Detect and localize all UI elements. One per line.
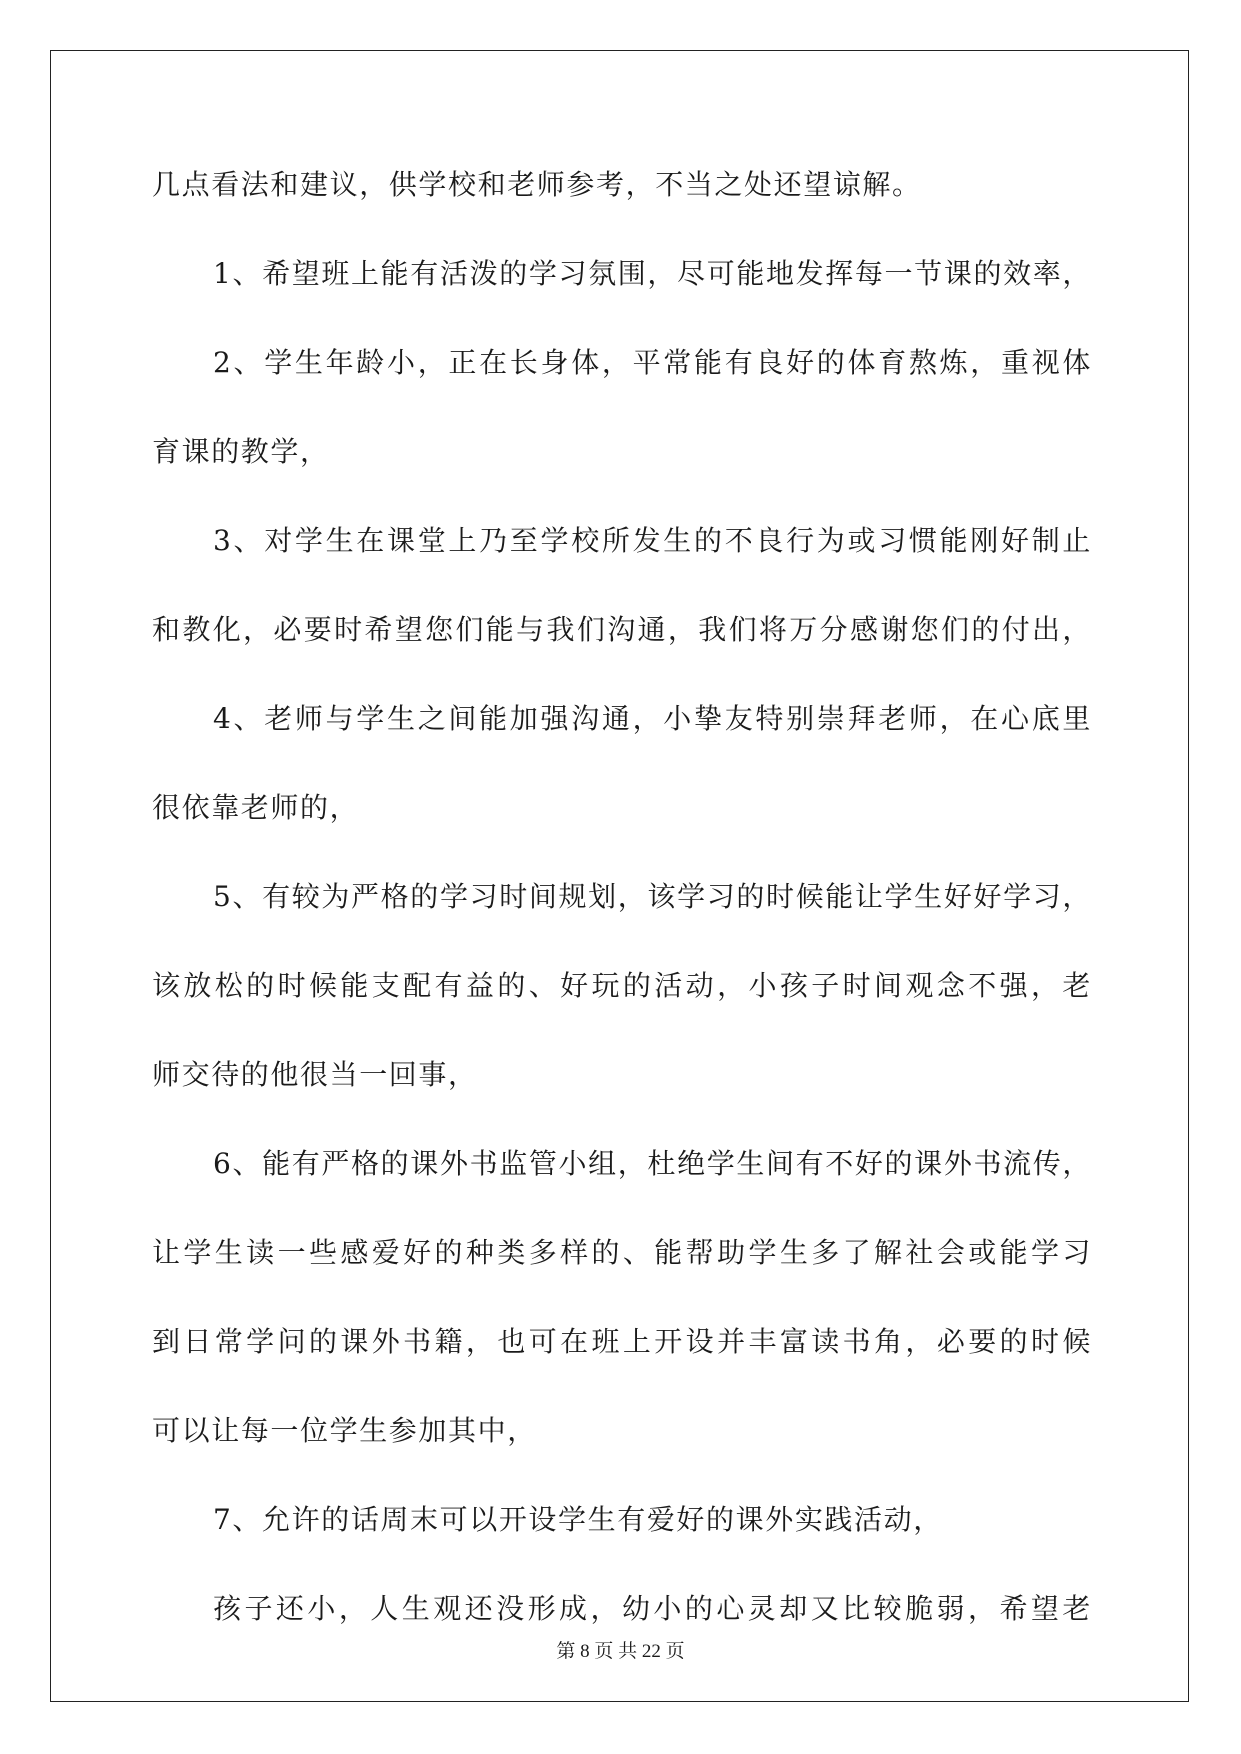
list-item-2-line: 2、学生年龄小，正在长身体，平常能有良好的体育熬炼，重视体 — [213, 346, 1092, 379]
list-item-3-line: 3、对学生在课堂上乃至学校所发生的不良行为或习惯能刚好制止 — [213, 524, 1092, 557]
list-item-6-continuation: 可以让每一位学生参加其中， — [152, 1414, 537, 1447]
list-item-2-continuation: 育课的教学， — [152, 435, 330, 468]
list-item-6-line: 6、能有严格的课外书监管小组，杜绝学生间有不好的课外书流传， — [213, 1147, 1092, 1180]
list-item-7-line: 7、允许的话周末可以开设学生有爱好的课外实践活动， — [213, 1503, 943, 1536]
list-item-3-continuation: 和教化，必要时希望您们能与我们沟通，我们将万分感谢您们的付出， — [152, 613, 1092, 646]
list-item-6-continuation: 让学生读一些感爱好的种类多样的、能帮助学生多了解社会或能学习 — [152, 1236, 1092, 1269]
closing-paragraph-line: 孩子还小，人生观还没形成，幼小的心灵却又比较脆弱，希望老 — [213, 1592, 1092, 1625]
list-item-4-continuation: 很依靠老师的， — [152, 791, 360, 824]
page-border — [50, 50, 1189, 1702]
list-item-5-continuation: 师交待的他很当一回事， — [152, 1058, 478, 1091]
list-item-5-line: 5、有较为严格的学习时间规划，该学习的时候能让学生好好学习， — [213, 880, 1092, 913]
page-number-footer: 第 8 页 共 22 页 — [556, 1641, 685, 1662]
list-item-5-continuation: 该放松的时候能支配有益的、好玩的活动，小孩子时间观念不强，老 — [152, 969, 1092, 1002]
list-item-1-line: 1、希望班上能有活泼的学习氛围，尽可能地发挥每一节课的效率， — [213, 257, 1092, 290]
list-item-6-continuation: 到日常学问的课外书籍，也可在班上开设并丰富读书角，必要的时候 — [152, 1325, 1092, 1358]
body-text-line: 几点看法和建议，供学校和老师参考，不当之处还望谅解。 — [152, 168, 922, 201]
list-item-4-line: 4、老师与学生之间能加强沟通，小挚友特别崇拜老师，在心底里 — [213, 702, 1092, 735]
